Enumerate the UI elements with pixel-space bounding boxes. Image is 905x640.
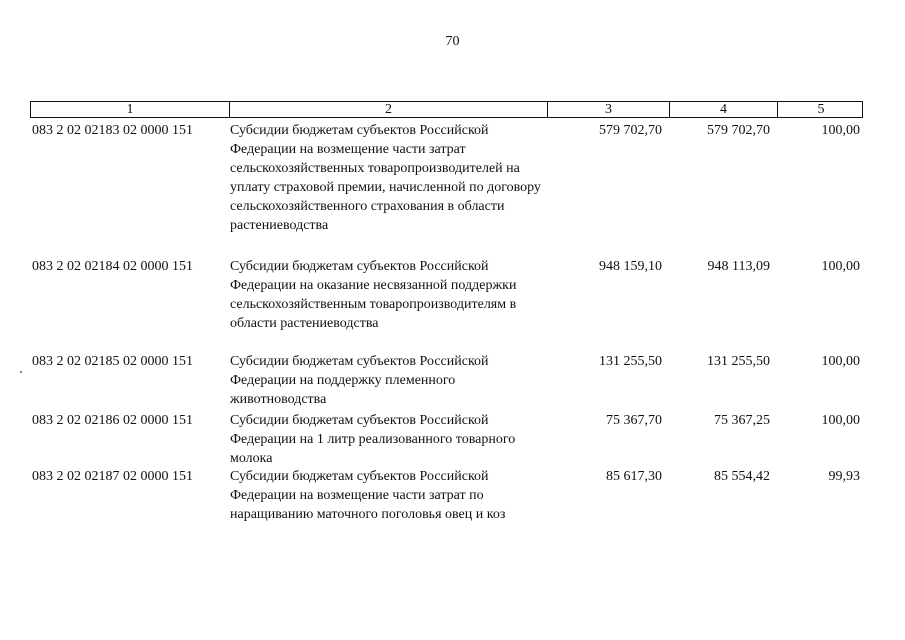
row-col4-value: 131 255,50 <box>707 354 770 369</box>
row-col3-value: 131 255,50 <box>599 354 662 369</box>
row-col4-value: 85 554,42 <box>714 469 770 484</box>
row-col4-value: 75 367,25 <box>714 413 770 428</box>
row-code: 083 2 02 02183 02 0000 151 <box>32 123 193 138</box>
table-row <box>30 411 863 468</box>
row-code: 083 2 02 02185 02 0000 151 <box>32 354 193 369</box>
table-header-row <box>30 101 863 118</box>
row-col5-value: 99,93 <box>828 469 860 484</box>
row-col3-value: 579 702,70 <box>599 123 662 138</box>
row-col5-value: 100,00 <box>821 123 860 138</box>
row-code: 083 2 02 02187 02 0000 151 <box>32 469 193 484</box>
table-row <box>30 121 863 235</box>
row-description: Субсидии бюджетам субъектов Российской Федерации на оказание несвязанной поддержки сельскохозяйственным товаропроизводителям в области растениеводства <box>230 259 517 331</box>
table-row <box>30 352 863 409</box>
row-col3-value: 75 367,70 <box>606 413 662 428</box>
row-code: 083 2 02 02184 02 0000 151 <box>32 259 193 274</box>
header-col-4: 4 <box>669 102 777 117</box>
row-col5-value: 100,00 <box>821 259 860 274</box>
header-col-2: 2 <box>229 102 547 117</box>
header-col-5: 5 <box>777 102 864 117</box>
scan-speck <box>20 371 22 373</box>
row-col5-value: 100,00 <box>821 413 860 428</box>
row-description: Субсидии бюджетам субъектов Российской Федерации на возмещение части затрат по наращиванию маточного поголовья овец и коз <box>230 469 506 522</box>
row-description: Субсидии бюджетам субъектов Российской Федерации на поддержку племенного животноводства <box>230 354 489 407</box>
table-row <box>30 257 863 333</box>
budget-table <box>30 101 863 522</box>
row-description: Субсидии бюджетам субъектов Российской Федерации на 1 литр реализованного товарного молока <box>230 413 516 466</box>
header-col-1: 1 <box>126 102 134 117</box>
row-col4-value: 579 702,70 <box>707 123 770 138</box>
page-number: 70 <box>445 34 460 49</box>
row-col3-value: 85 617,30 <box>606 469 662 484</box>
row-code: 083 2 02 02186 02 0000 151 <box>32 413 193 428</box>
header-col-3: 3 <box>547 102 669 117</box>
row-col4-value: 948 113,09 <box>707 259 770 274</box>
row-col3-value: 948 159,10 <box>599 259 662 274</box>
row-col5-value: 100,00 <box>821 354 860 369</box>
table-row <box>30 467 863 524</box>
row-description: Субсидии бюджетам субъектов Российской Федерации на возмещение части затрат сельскохозяйственных товаропроизводителей на уплату страховой премии, начисленной по договору сельскохозяйственного страхования в области растениеводства <box>230 123 541 233</box>
